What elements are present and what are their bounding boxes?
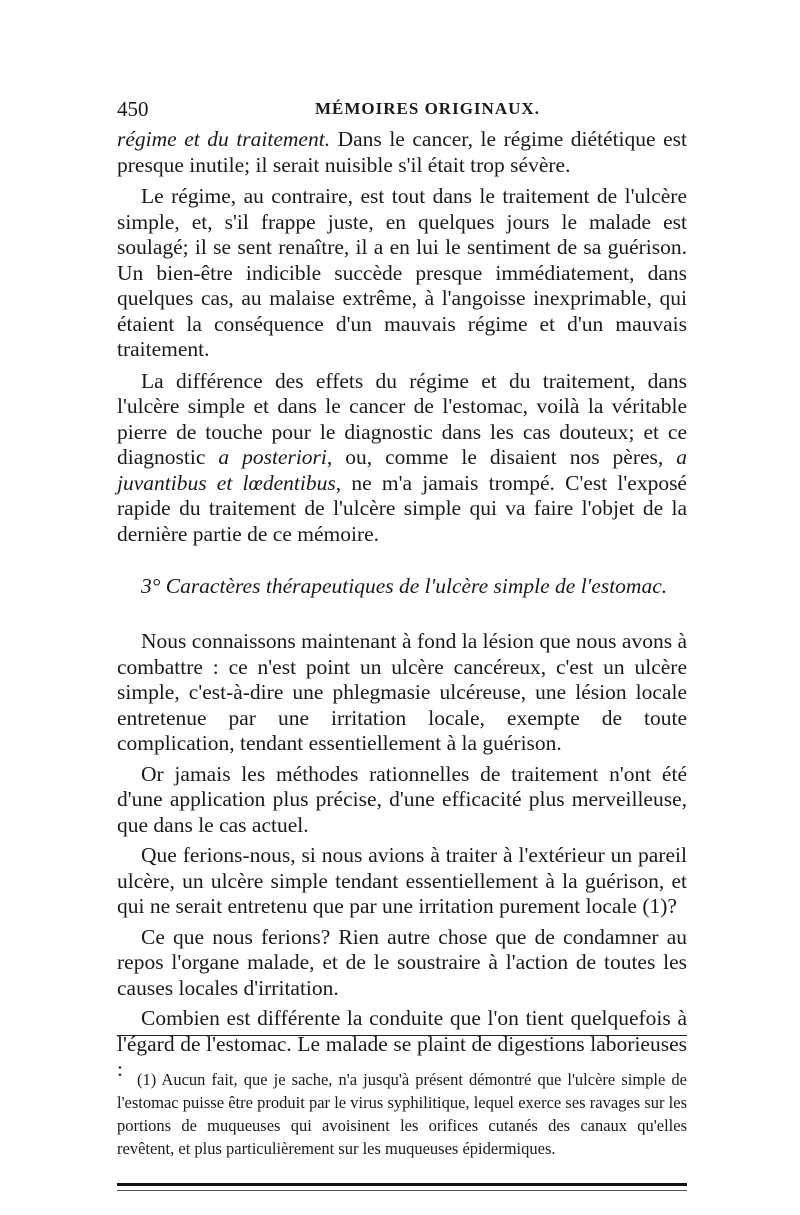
italic-phrase: a juvantibus et lœdentibus — [117, 445, 687, 495]
section-heading: 3° Caractères thérapeutiques de l'ulcère simple de l'estomac. — [141, 574, 668, 598]
bottom-rule — [117, 1183, 687, 1186]
paragraph — [117, 369, 687, 548]
paragraph: Que ferions-nous, si nous avions à traiter à l'extérieur un pareil ulcère, un ulcère simple tendant essentiellement à la guérison, et qui ne serait entretenu que par une irritation purement locale (1)? — [117, 843, 687, 918]
footnote-text: (1) Aucun fait, que je sache, n'a jusqu'à présent démontré que l'ulcère simple de l'estomac puisse être produit par le virus syphilitique, lequel exerce ses ravages sur les portions de muqueuses qui avoisinent les orifices cutanés des canaux qu'elles revêtent, et plus particulièrement sur les muqueuses épidermiques. — [117, 1070, 687, 1158]
paragraph-text: Dans le cancer, le régime diététique est presque inutile; il serait nuisible s'il était trop sévère. — [117, 127, 687, 177]
paragraph-text: , ou, comme le disaient nos pères, — [326, 445, 677, 469]
paragraph: Nous connaissons maintenant à fond la lésion que nous avons à combattre : ce n'est point un ulcère cancéreux, c'est un ulcère simple, c'est-à-dire une phlegmasie ulcéreuse, une lésion locale entretenue par une irritation locale, exempte de toute complication, tendant essentiellement à la guérison. — [117, 629, 687, 755]
italic-phrase: a posteriori — [218, 445, 327, 469]
paragraph-text: La différence des effets du régime et du traitement, dans l'ulcère simple et dans le cancer de l'estomac, voilà la véritable pierre de touche pour le diagnostic dans les cas douteux; et ce diagnostic — [117, 368, 687, 469]
paragraph-continued — [117, 127, 687, 178]
footnote-divider — [117, 1035, 687, 1036]
italic-phrase: régime et du traitement. — [117, 127, 331, 151]
paragraph: Ce que nous ferions? Rien autre chose que de condamner au repos l'organe malade, et de le soustraire à l'action de toutes les causes locales d'irritation. — [117, 924, 687, 1000]
paragraph: Le régime, au contraire, est tout dans le traitement de l'ulcère simple, et, s'il frappe juste, en quelques jours le malade est soulagé; il se sent renaître, il a en lui le sentiment de sa guérison. Un bien-être indicible succède presque immédiatement, dans quelques cas, au malaise extrême, à l'angoisse inexprimable, qui étaient la conséquence d'un mauvais régime et d'un mauvais traitement. — [117, 184, 687, 361]
main-text — [117, 127, 687, 1083]
page-number: 450 — [117, 97, 149, 121]
paragraph: Combien est différente la conduite que l'on tient quelquefois à l'égard de l'estomac. Le malade se plaint de digestions laborieuses : — [117, 1006, 687, 1081]
bottom-rule-thin — [117, 1190, 687, 1191]
paragraph: Or jamais les méthodes rationnelles de traitement n'ont été d'une application plus précise, d'une efficacité plus merveilleuse, que dans le cas actuel. — [117, 761, 687, 837]
footnote — [117, 1068, 687, 1160]
page-header — [117, 97, 687, 125]
paragraph-text: , ne m'a jamais trompé. C'est l'exposé rapide du traitement de l'ulcère simple qui va faire l'objet de la dernière partie de ce mémoire. — [117, 470, 687, 546]
running-title: MÉMOIRES ORIGINAUX. — [315, 99, 540, 118]
